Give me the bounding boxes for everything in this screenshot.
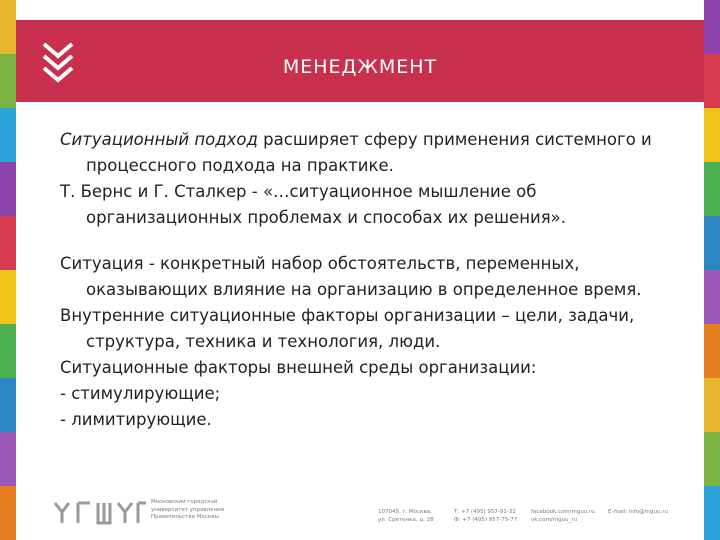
edge-stripe-segment <box>704 270 720 324</box>
term: Ситуационный подход <box>60 130 258 149</box>
edge-stripe-segment <box>704 432 720 486</box>
edge-stripe-segment <box>704 108 720 162</box>
paragraph-situation-definition: Ситуация - конкретный набор обстоятельств, переменных, оказывающих влияние на организацию в определенное время. <box>60 254 642 299</box>
list-item-limiting: - лимитирующие. <box>60 410 212 429</box>
mgpu-logo-icon <box>52 499 148 525</box>
page-title: МЕНЕДЖМЕНТ <box>282 56 438 78</box>
term: Ситуационные факторы внешней среды <box>60 358 414 377</box>
edge-stripe-segment <box>704 0 720 54</box>
left-decorative-stripe <box>0 0 16 540</box>
edge-stripe-segment <box>704 216 720 270</box>
footer-phones: Т: +7 (495) 957-91-32 Ф: +7 (495) 957-75-77 <box>454 509 518 523</box>
edge-stripe-segment <box>0 378 16 432</box>
edge-stripe-segment <box>0 0 16 54</box>
edge-stripe-segment <box>0 54 16 108</box>
edge-stripe-segment <box>0 108 16 162</box>
header-banner <box>16 20 704 102</box>
footer-email[interactable]: E-mail: info@mguu.ru <box>608 509 668 515</box>
edge-stripe-segment <box>0 486 16 540</box>
edge-stripe-segment <box>0 216 16 270</box>
paragraph-external-factors: Ситуационные факторы внешней среды организации: <box>60 358 537 377</box>
edge-stripe-segment <box>0 162 16 216</box>
right-decorative-stripe <box>704 0 720 540</box>
term: Внутренние ситуационные факторы <box>60 306 379 325</box>
edge-stripe-segment <box>704 378 720 432</box>
org-name: Московский городской университет управления Правительства Москвы <box>151 499 225 520</box>
footer-social-links[interactable]: facebook.com/mguu.ru vk.com/mguu_ru <box>531 509 595 523</box>
list-item-stimulating: - стимулирующие; <box>60 384 221 403</box>
paragraph-burns-stalker: Т. Бернс и Г. Сталкер - «…ситуационное мышление об организационных проблемах и способах их решения». <box>60 182 566 227</box>
edge-stripe-segment <box>0 324 16 378</box>
paragraph-internal-factors: Внутренние ситуационные факторы организации – цели, задачи, структура, техника и технология, люди. <box>60 306 635 351</box>
edge-stripe-segment <box>704 486 720 540</box>
edge-stripe-segment <box>704 324 720 378</box>
edge-stripe-segment <box>704 54 720 108</box>
slide <box>16 0 704 540</box>
paragraph-situational-approach: Ситуационный подход расширяет сферу применения системного и процессного подхода на практике. <box>60 130 652 175</box>
slide-body <box>60 127 684 433</box>
edge-stripe-segment <box>0 270 16 324</box>
footer <box>16 495 704 530</box>
edge-stripe-segment <box>704 162 720 216</box>
footer-address: 107045, г. Москва, ул. Сретенка, д. 28 <box>378 509 434 523</box>
edge-stripe-segment <box>0 432 16 486</box>
term: Ситуация - <box>60 254 155 273</box>
